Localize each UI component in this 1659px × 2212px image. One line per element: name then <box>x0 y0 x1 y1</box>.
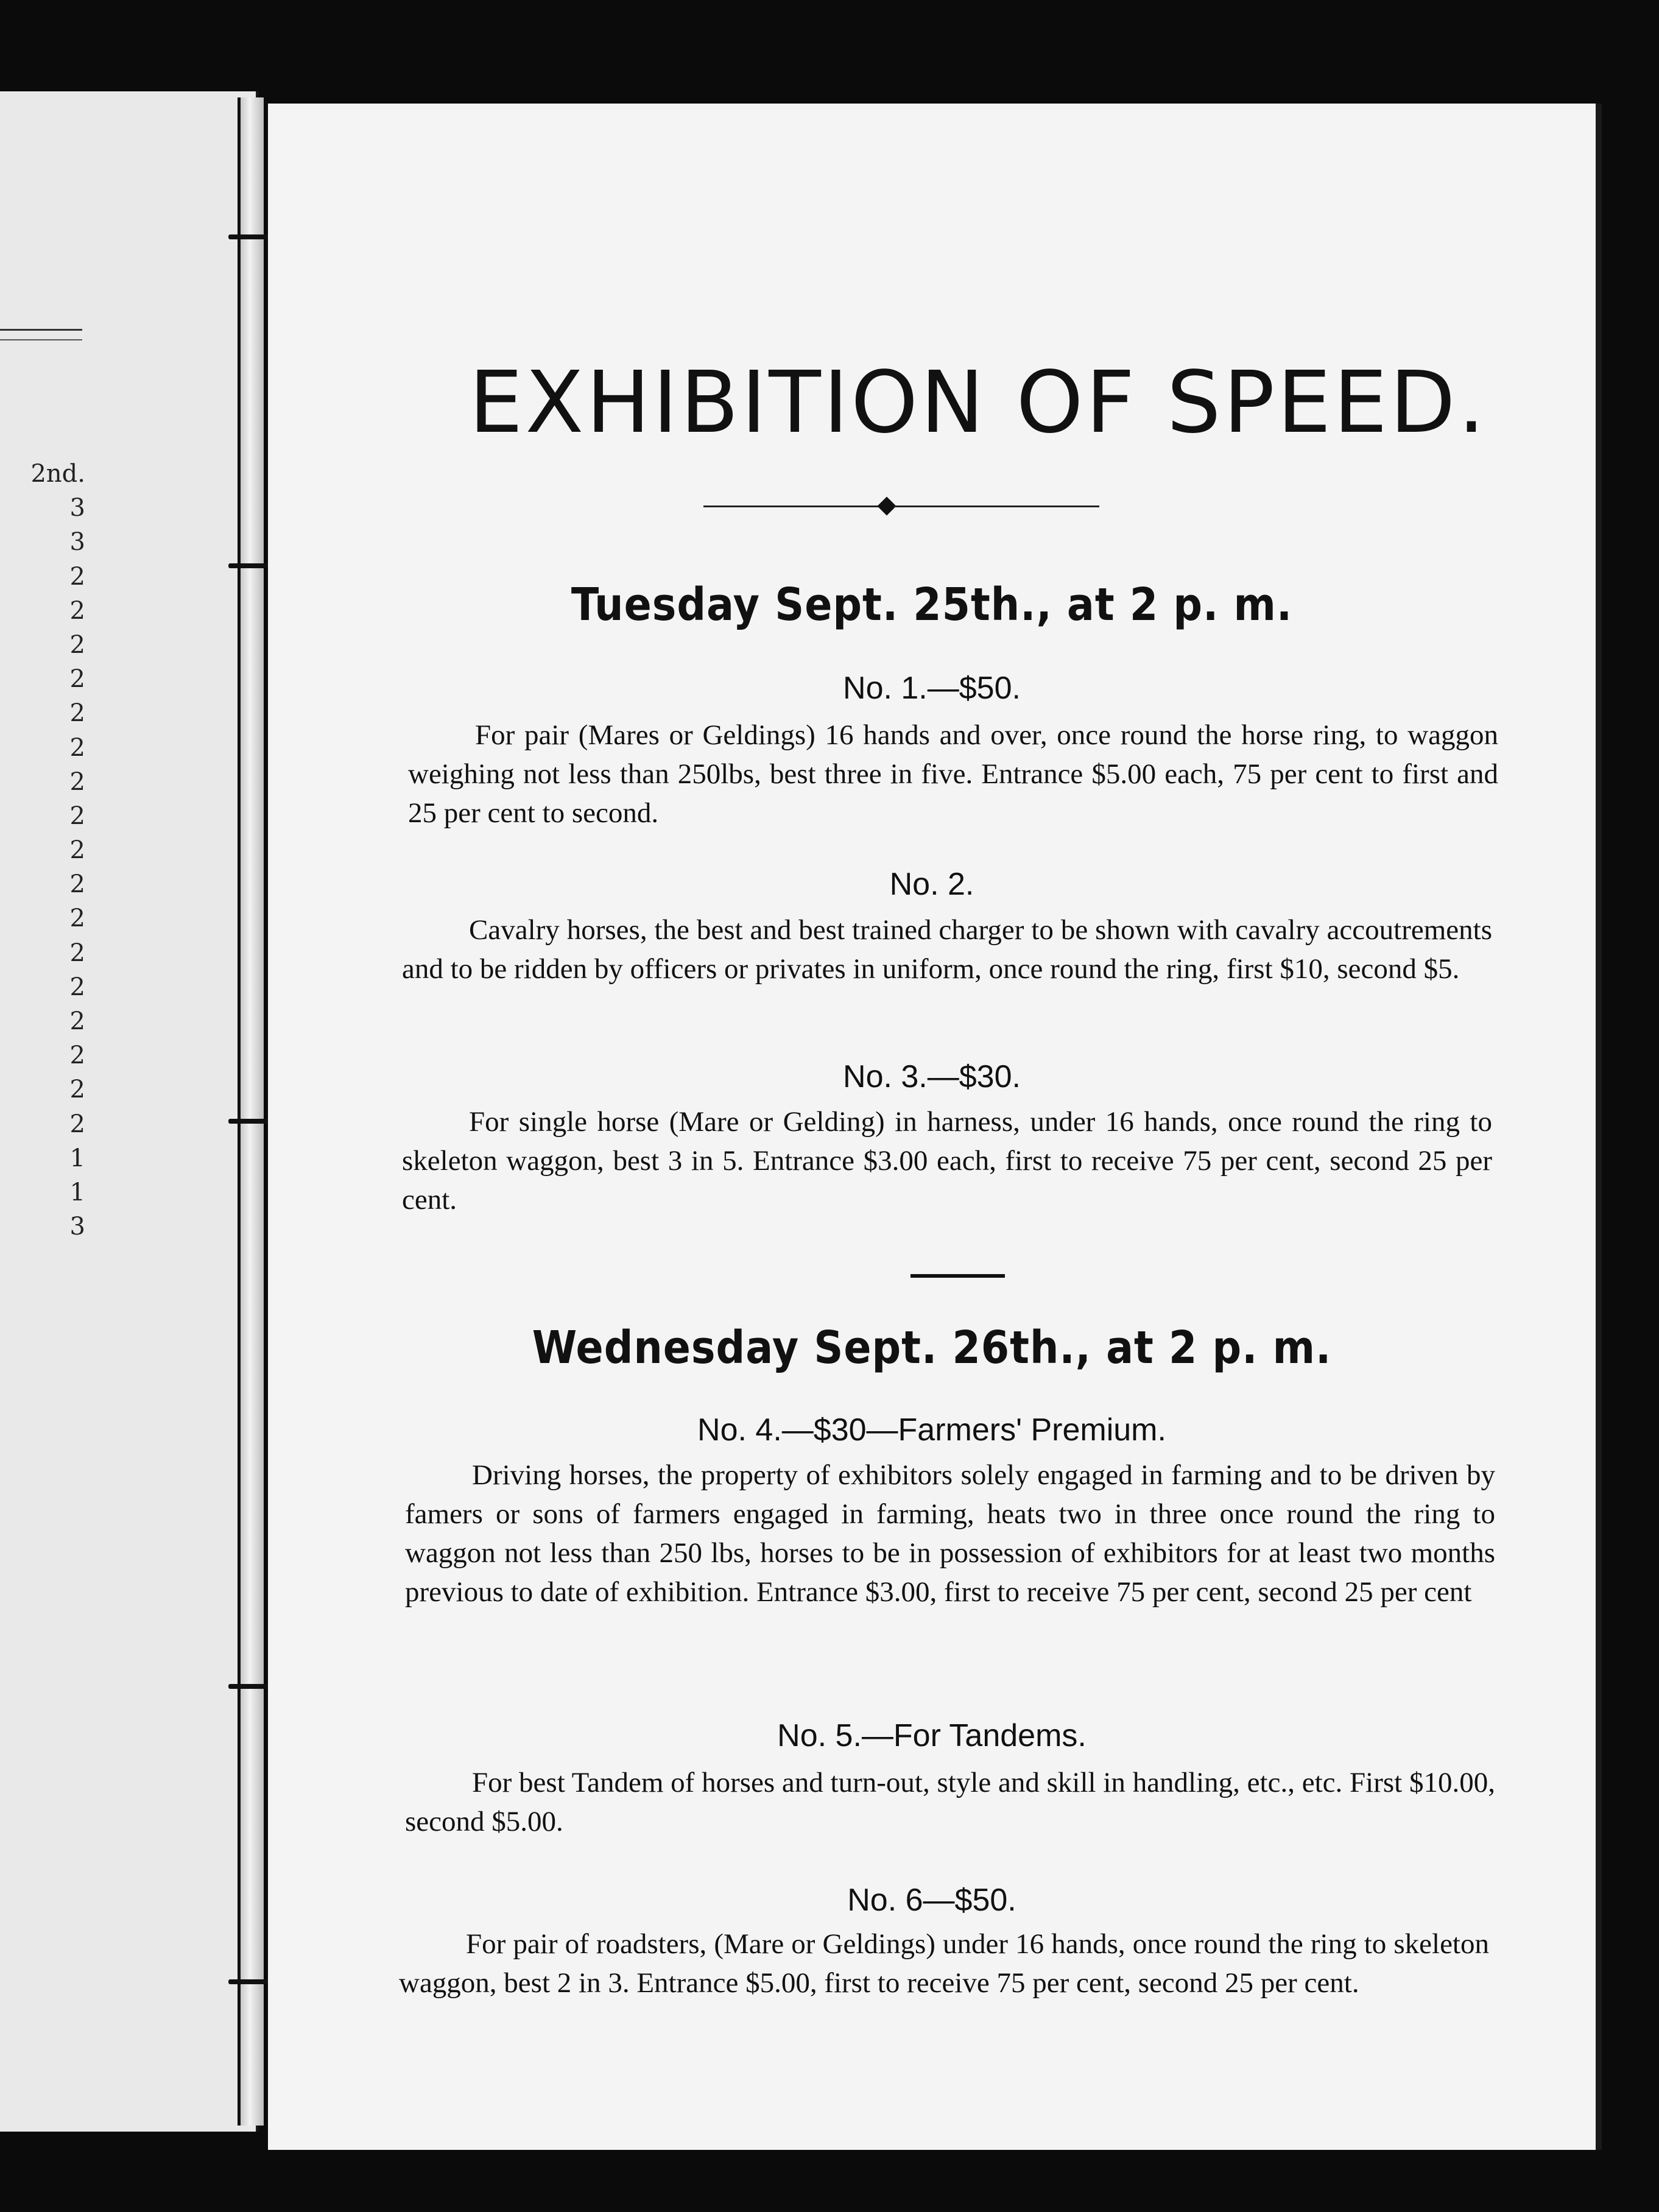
left-page-column <box>24 457 85 1244</box>
left-column-value: 2 <box>69 630 85 659</box>
left-column-value: 2 <box>69 699 85 728</box>
left-column-value: 2 <box>69 665 85 694</box>
left-column-value: 2 <box>69 596 85 625</box>
left-page <box>0 91 258 2132</box>
day-heading-tuesday: Tuesday Sept. 25th., at 2 p. m. <box>571 579 1293 631</box>
document-page <box>268 104 1602 2150</box>
title-ornament <box>703 504 1099 508</box>
page-title: EXHIBITION OF SPEED. <box>469 353 1488 453</box>
left-column-value: 3 <box>69 528 85 557</box>
item-text: Driving horses, the property of exhibitors solely engaged in farming and to be driven by famers or sons of farmers engaged in farming, heats two in three once round the ring to waggon not less than 250 lbs, horses to be in possession of exhibitors for at least two months previous to date of exhibition. Entrance $3.00, first to receive 75 per cent, second 25 per cent <box>405 1459 1495 1608</box>
left-column-value: 2 <box>69 1041 85 1070</box>
left-page-rule <box>0 329 82 340</box>
left-column-value: 2 <box>69 973 85 1001</box>
left-column-value: 2 <box>69 904 85 933</box>
left-column-value: 2 <box>69 801 85 830</box>
item-text: Cavalry horses, the best and best trained charger to be shown with cavalry accoutrements and to be ridden by officers or privates in uniform, once round the ring, first $10, second $5. <box>402 914 1492 985</box>
item-heading: No. 2. <box>889 867 974 902</box>
left-column-value: 3 <box>69 494 85 523</box>
section-divider <box>911 1274 1005 1278</box>
left-column-value: 2 <box>69 767 85 796</box>
left-column-value: 2 <box>69 562 85 591</box>
item-heading: No. 6—$50. <box>847 1883 1016 1918</box>
left-column-value: 2 <box>69 1007 85 1035</box>
item-text: For best Tandem of horses and turn-out, style and skill in handling, etc., etc. First $10.00, second $5.00. <box>405 1767 1495 1837</box>
left-column-value: 1 <box>69 1144 85 1172</box>
left-column-value: 2 <box>69 1076 85 1104</box>
item-text: For single horse (Mare or Gelding) in harness, under 16 hands, once round the ring to skeleton waggon, best 3 in 5. Entrance $3.00 each, first to receive 75 per cent, second 25 per cent. <box>402 1106 1492 1216</box>
item-heading: No. 3.—$30. <box>843 1059 1021 1094</box>
item-heading: No. 1.—$50. <box>843 671 1021 706</box>
day-heading-wednesday: Wednesday Sept. 26th., at 2 p. m. <box>532 1322 1332 1374</box>
left-column-value: 2 <box>69 939 85 967</box>
item-heading: No. 4.—$30—Farmers' Premium. <box>697 1412 1166 1448</box>
item-text: For pair of roadsters, (Mare or Geldings) under 16 hands, once round the ring to skeleton waggon, best 2 in 3. Entrance $5.00, first to receive 75 per cent, second 25 per cent. <box>399 1928 1489 1999</box>
left-column-header: 2nd. <box>30 460 85 488</box>
book-spine <box>238 97 264 2126</box>
item-text: For pair (Mares or Geldings) 16 hands and over, once round the horse ring, to waggon weighing not less than 250lbs, best three in five. Entrance $5.00 each, 75 per cent to first and 25 per cent to second. <box>408 719 1498 829</box>
left-column-value: 1 <box>69 1178 85 1206</box>
left-column-value: 2 <box>69 836 85 865</box>
left-column-value: 3 <box>69 1213 85 1241</box>
item-heading: No. 5.—For Tandems. <box>777 1718 1087 1753</box>
left-column-value: 2 <box>69 1110 85 1138</box>
left-column-value: 2 <box>69 870 85 899</box>
left-column-value: 2 <box>69 733 85 762</box>
